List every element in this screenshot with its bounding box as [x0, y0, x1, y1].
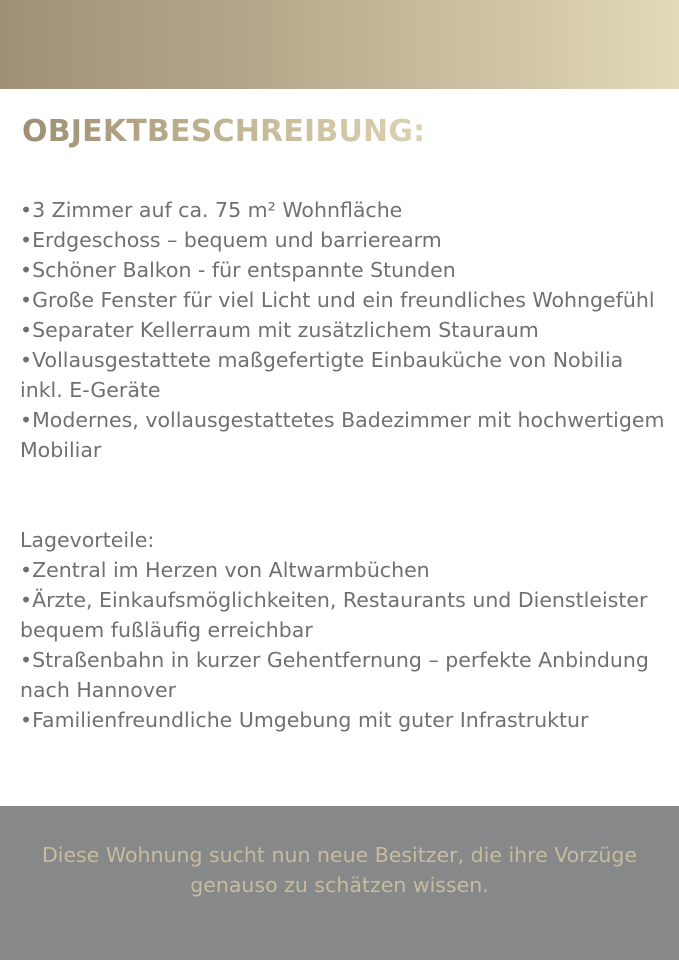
feature-item: •Große Fenster für viel Licht und ein freundliches Wohngefühl — [20, 288, 655, 312]
page-title: OBJEKTBESCHREIBUNG: — [22, 112, 425, 152]
footer-message — [0, 840, 679, 900]
footer-band — [0, 806, 679, 960]
header-band — [0, 0, 679, 89]
feature-item: •Erdgeschoss – bequem und barrierearm — [20, 228, 442, 252]
location-heading: Lagevorteile: — [20, 528, 155, 552]
feature-item: •Modernes, vollausgestattetes Badezimmer mit hochwertigem Mobiliar — [20, 408, 665, 462]
location-item: •Familienfreundliche Umgebung mit guter Infrastruktur — [20, 708, 589, 732]
footer-line: genauso zu schätzen wissen. — [190, 873, 489, 897]
feature-list — [20, 195, 665, 465]
footer-line: Diese Wohnung sucht nun neue Besitzer, die ihre Vorzüge — [41, 843, 638, 867]
location-item: •Straßenbahn in kurzer Gehentfernung – perfekte Anbindung nach Hannover — [20, 648, 649, 702]
location-item: •Ärzte, Einkaufsmöglichkeiten, Restaurants und Dienstleister bequem fußläufig erreichbar — [20, 588, 648, 642]
description-body — [20, 195, 665, 735]
feature-item: •Vollausgestattete maßgefertigte Einbauküche von Nobilia inkl. E-Geräte — [20, 348, 624, 402]
feature-item: •3 Zimmer auf ca. 75 m² Wohnfläche — [20, 198, 403, 222]
location-section — [20, 525, 665, 735]
feature-item: •Separater Kellerraum mit zusätzlichem Stauraum — [20, 318, 539, 342]
section-spacer — [20, 465, 665, 525]
location-item: •Zentral im Herzen von Altwarmbüchen — [20, 558, 430, 582]
feature-item: •Schöner Balkon - für entspannte Stunden — [20, 258, 456, 282]
